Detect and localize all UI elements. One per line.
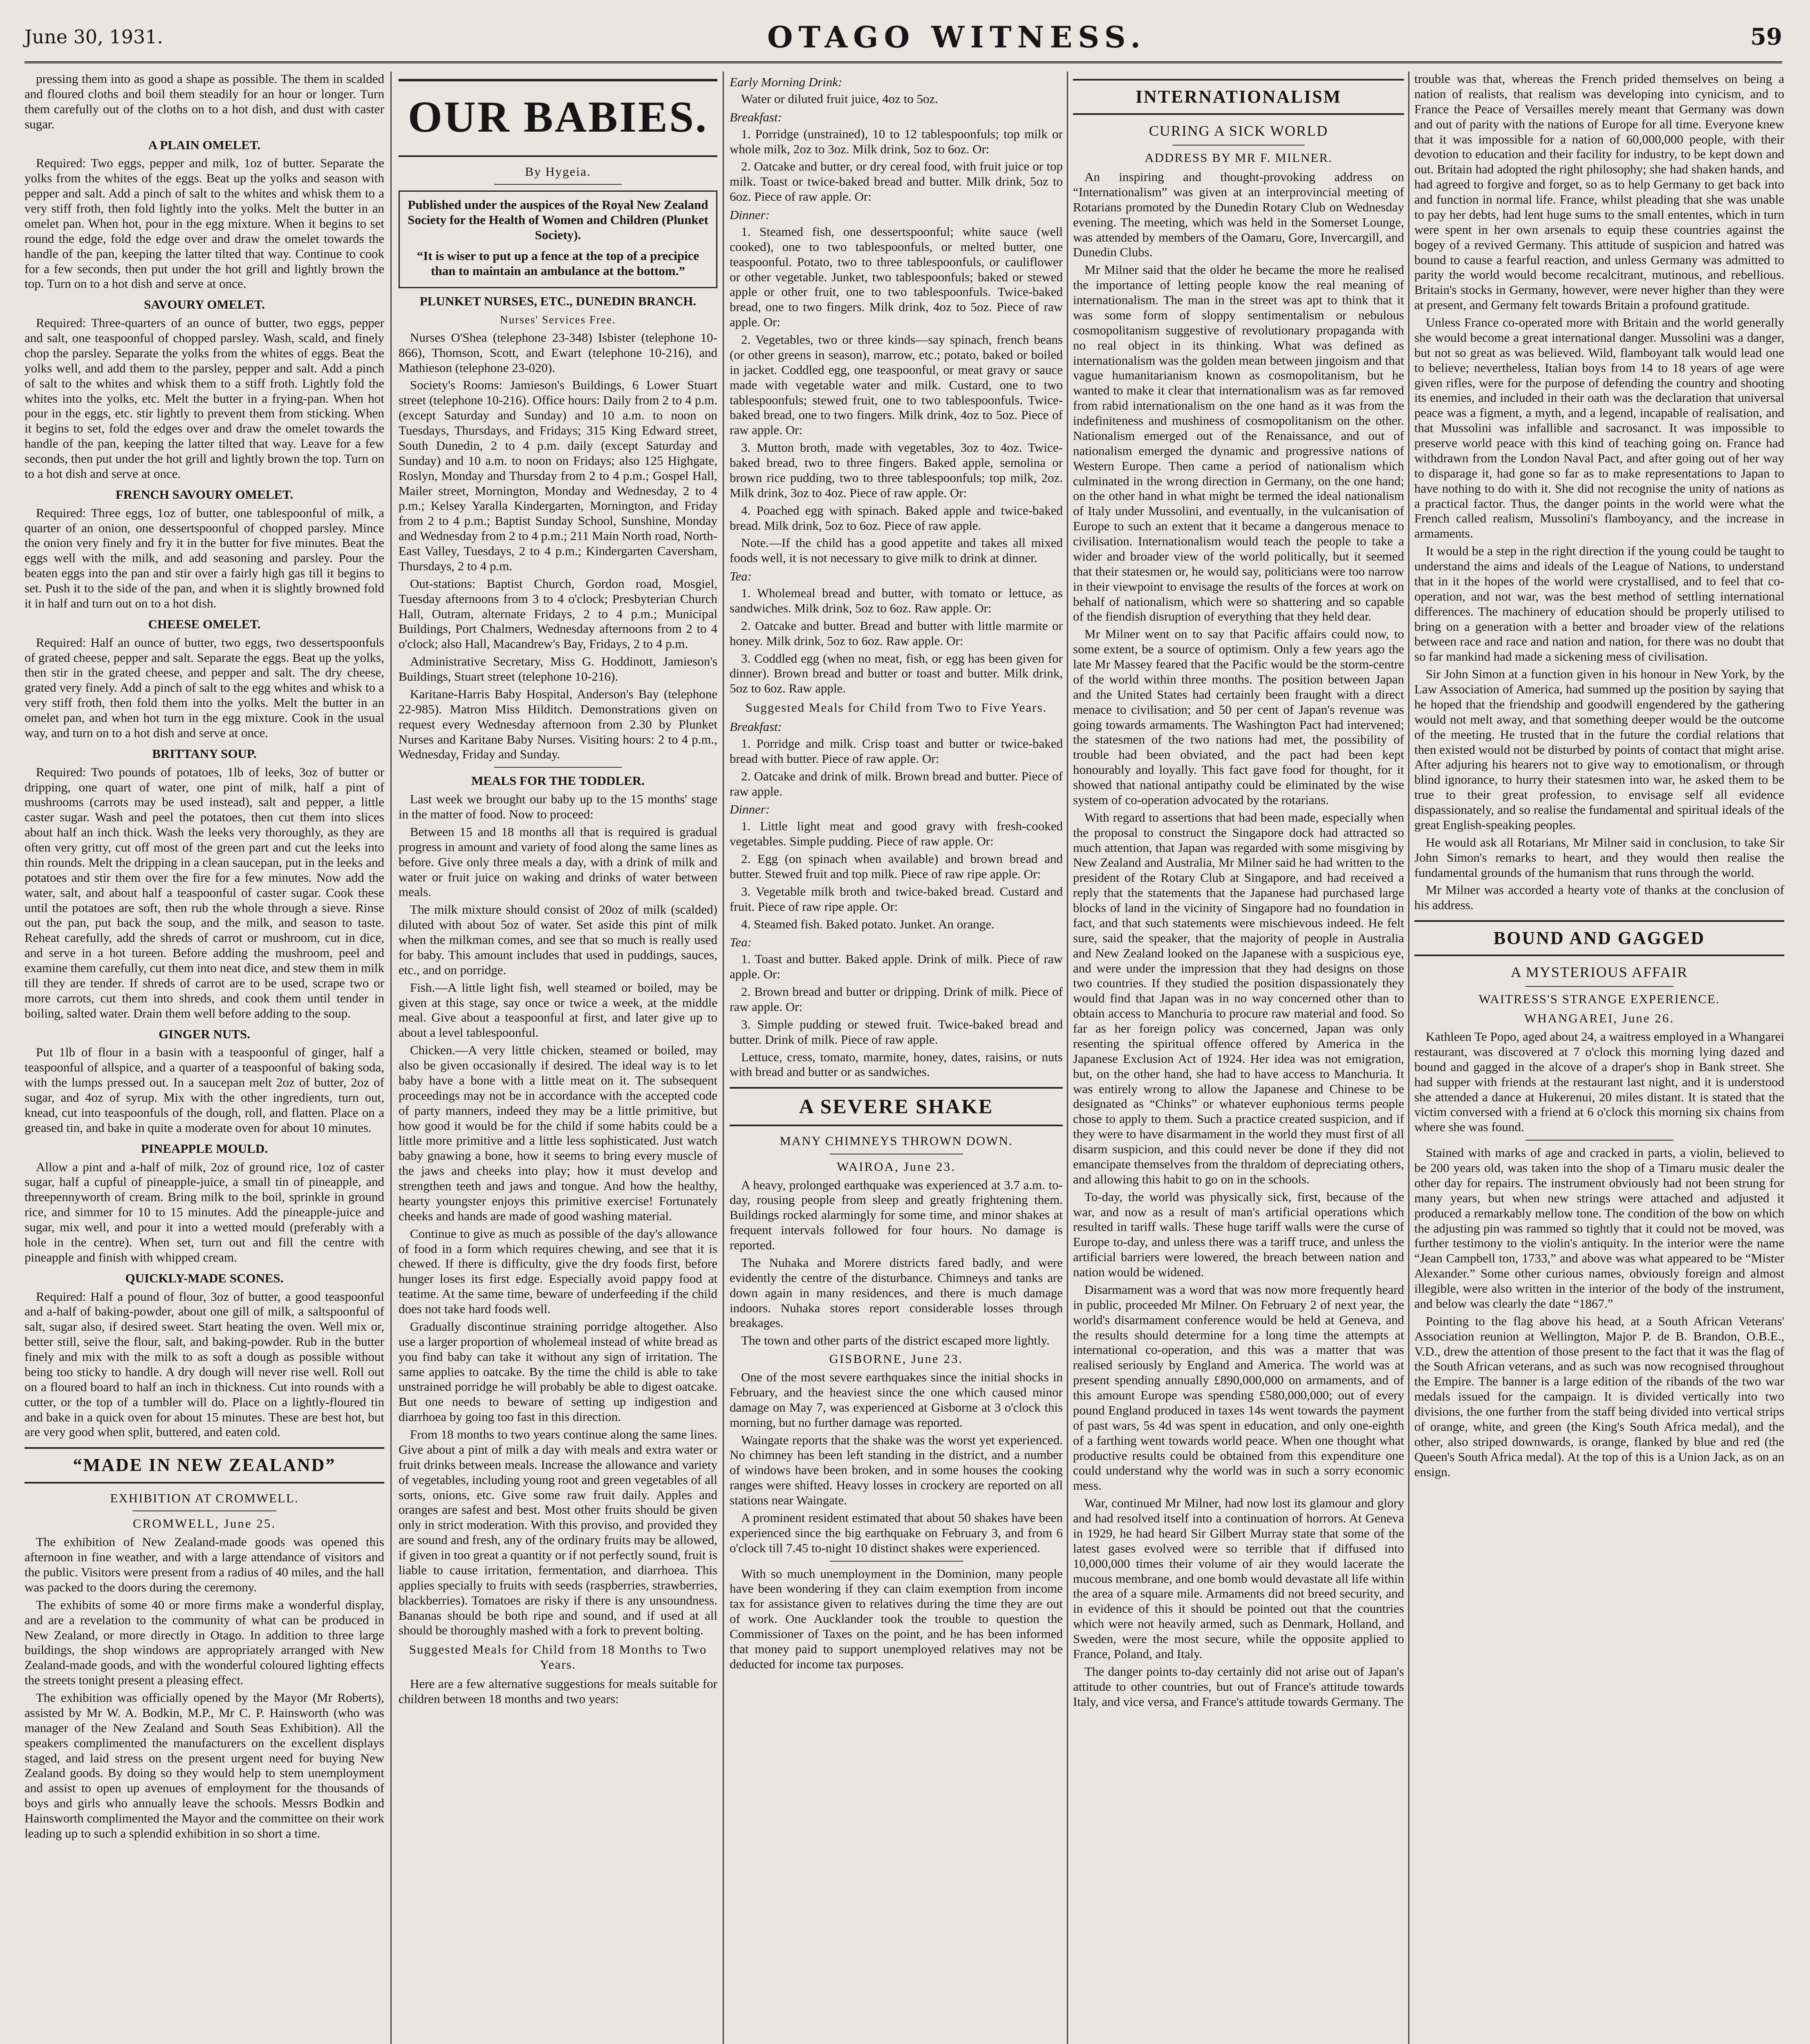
recipe-heading: CHEESE OMELET.: [148, 616, 261, 631]
article-headline: A SEVERE SHAKE: [799, 1095, 994, 1118]
section-title: OUR BABIES.: [408, 93, 708, 141]
article-headline: “MADE IN NEW ZEALAND”: [73, 1455, 336, 1475]
article-paragraph: The exhibition of New Zealand-made goods was opened this afternoon in fine weather, and with a large attendance of visitors and the public. Visitors were present from a radius of 40 miles, and the hall was packed to the doors during the ceremony.: [25, 1535, 384, 1594]
column-rule: [1408, 72, 1409, 2044]
divider: [494, 767, 622, 768]
meal-item: 4. Steamed fish. Baked potato. Junket. An orange.: [741, 917, 995, 931]
meal-label: Dinner:: [730, 802, 770, 817]
notice-quote: “It is wiser to put up a fence at the top of a precipice than to maintain an ambulance at the bottom.”: [417, 249, 699, 278]
divider: [1172, 145, 1305, 146]
meal-item: 3. Mutton broth, made with vegetables, 3oz to 4oz. Twice-baked bread, two to three fingers. Baked apple, semolina or brown rice pudding, two to three tablespoonfuls; top milk, 2oz. Milk drink, 3oz to 4oz. Piece of raw apple. Or:: [730, 440, 1063, 500]
recipe-heading: BRITTANY SOUP.: [152, 746, 257, 761]
article-paragraph: Sir John Simon at a function given in his honour in New York, by the Law Association of America, had summed up the position by saying that he hoped that the friendship and goodwill engendered by the gathering would not melt away, and that something deeper would be the outcome of the meeting. He trusted that in the future the cordial relations that then existed would not be disturbed by points of contact that might arise. After adjuring his hearers not to give way to emotionalism, or through blind ignorance, to hurry their statesmen into war, he asked them to be true to their great profession, to envisage self all evidence dispassionately, and so realise the fundamental and spiritual ideals of the great English-speaking peoples.: [1414, 667, 1784, 832]
meal-label: Breakfast:: [730, 719, 782, 734]
recipe-text: Allow a pint and a-half of milk, 2oz of ground rice, 1oz of caster sugar, half a cupful of pineapple-juice, a small tin of pineapple, and threepennyworth of cream. Bring milk to the boil, sprinkle in ground rice, and simmer for 10 to 15 minutes. Add the pineapple-juice and sugar, mix well, and pour it into a wetted mould (preferably with a hole in the centre). When set, turn out and fill the centre with pineapple and finish with whipped cream.: [25, 1159, 384, 1264]
article-paragraph: Fish.—A little light fish, well steamed or boiled, may be given at this stage, say once or twice a week, at the middle meal. Give about a teaspoonful at first, and later give up to about a level tablespoonful.: [399, 980, 717, 1040]
headline-box: [25, 1447, 384, 1483]
article-paragraph: Chicken.—A very little chicken, steamed or boiled, may also be given occasionally if desired. The ideal way is to let baby have a bone with a little meat on it. The subsequent proceedings may not be in accordance with the accepted code of party manners, indeed they may be a little primitive, but how good it would be for the child if some habits could be a little more primitive and a little less sophisticated. Just watch baby gnawing a bone, how it seems to bring every muscle of the jaws and cheeks into play; how it must develop and strengthen teeth and jaws and tongue. And how the healthy, hearty youngster enjoys this primitive exercise! Fortunately cheeks and hands are made of good washing material.: [399, 1043, 717, 1223]
meal-item: 3. Simple pudding or stewed fruit. Twice-baked bread and butter. Drink of milk. Piece of raw apple.: [730, 1017, 1063, 1047]
article-paragraph: Mr Milner went on to say that Pacific affairs could now, to some extent, be a source of optimism. Only a few years ago the late Mr Massey feared that the Pacific would be the storm-centre of the world within three months. The position between Japan and the United States had certainly been fraught with a direct menace to civilisation; and 50 per cent of Japan's revenue was going towards armaments. The Washington Pact had intervened; the statesmen of the two nations had met, the possibility of trouble had been obviated, and the pact had been kept honourably and loyally. This fact gave food for thought, for it showed that national antipathy could be eliminated by the wise system of co-operation advocated by the rotarians.: [1073, 627, 1404, 807]
meal-item: 2. Oatcake and butter, or dry cereal food, with fruit juice or top milk. Toast or twice-baked bread and butter. Milk drink, 5oz to 6oz. Piece of raw apple. Or:: [730, 159, 1063, 204]
divider: [494, 184, 622, 185]
meal-item: 1. Porridge and milk. Crisp toast and butter or twice-baked bread with butter. Piece of raw apple. Or:: [730, 736, 1063, 766]
recipe-heading: QUICKLY-MADE SCONES.: [125, 1271, 284, 1285]
recipe-text: Required: Three-quarters of an ounce of butter, two eggs, pepper and salt, one teaspoonful of chopped parsley. Wash, scald, and finely chop the parsley. Separate the yolks from the whites of eggs. Beat the yolks well, and add them to the parsley, pepper and salt. Add a pinch of salt to the whites and whisk them to a stiff froth. Lightly fold the whites into the yolks, etc. Melt the butter in a frying-pan. When hot pour in the eggs, etc. stir lightly to prevent them from sticking. When it begins to set, fold the edges over and draw the omelet towards the handle of the pan, keeping the latter tilted that way. Leave for a few seconds, then put under the hot grill and lightly brown the top. Turn on to a hot dish and serve at once.: [25, 316, 384, 481]
meal-item: Water or diluted fruit juice, 4oz to 5oz.: [741, 91, 939, 106]
dateline: GISBORNE, June 23.: [829, 1351, 963, 1366]
column-recipes: [25, 72, 384, 2044]
article-paragraph: One of the most severe earthquakes since the initial shocks in February, and the heaviest since the one which caused minor damage on May 7, was experienced at Gisborne at 3 o'clock this morning, but no further damage was reported.: [730, 1370, 1063, 1430]
article-paragraph: Kathleen Te Popo, aged about 24, a waitress employed in a Whangarei restaurant, was discovered at 7 o'clock this morning lying dazed and bound and gagged in the alcove of a draper's shop in Bank street. She had supper with friends at the restaurant last night, and it is understood she attended a dance at Hukerenui, 20 miles distant. It is stated that the victim conversed with a friend at 6 o'clock this morning six chains from where she was found.: [1414, 1029, 1784, 1134]
article-paragraph: Pointing to the flag above his head, at a South African Veterans' Association reunion at Wellington, Major P. de B. Brandon, O.B.E., V.D., drew the attention of those present to the fact that it was the flag of the South African veterans, and as such was now recognised throughout the Empire. The banner is a large edition of the ribands of the two war medals issued for the campaign. It is divided vertically into two divisions, the one further from the staff being divided into vertical strips of orange, white, and green (the King's South Africa medal), and the other, also striped downwards, is orange, flanked by blue and red (the Queen's South Africa medal). At the top of this is a Union Jack, as on an ensign.: [1414, 1313, 1784, 1479]
article-paragraph: The exhibition was officially opened by the Mayor (Mr Roberts), assisted by Mr W. A. Bodkin, M.P., Mr C. P. Hainsworth (who was manager of the New Zealand and South Seas Exhibition). All the speakers complimented the manufacturers on the excellent displays staged, and laid stress on the present urgent need for buying New Zealand goods. By doing so they would help to stem unemployment and assist to open up avenues of employment for the thousands of boys and girls who annually leave the schools. Messrs Bodkin and Hainsworth complimented the Mayor and the committee on their work leading up to such a splendid exhibition in so short a time.: [25, 1690, 384, 1840]
article-paragraph: Disarmament was a word that was now more frequently heard in public, proceeded Mr Milner. On February 2 of next year, the world's disarmament conference would be held at Geneva, and the results should determine for a long time the attempts at international co-operation, and this was a matter that was realised seriously by England and America. The world was at present spending annually £890,000,000 on armaments, and of this amount Europe was spending £580,000,000; out of every pound England produced in taxes 14s went towards the payment of past wars, 5s 4d was spent in education, and only one-eighth of a farthing went towards world peace. When one thought what productive results could be obtained from this expenditure one could understand why the world was in such a sorry economic mess.: [1073, 1282, 1404, 1493]
meal-label: Tea:: [730, 935, 752, 950]
article-paragraph: Nurses O'Shea (telephone 23-348) Isbister (telephone 10-866), Thomson, Scott, and Ewart (telephone 10-216), and Mathieson (telephone 23-020).: [399, 330, 717, 375]
recipe-heading: GINGER NUTS.: [159, 1026, 250, 1041]
issue-date: June 30, 1931.: [25, 26, 164, 48]
article-paragraph: A heavy, prolonged earthquake was experienced at 3.7 a.m. to-day, rousing people from sleep and greatly frightening them. Buildings rocked alarmingly for some time, and minor shakes at frequent intervals followed for four hours. No damage is reported.: [730, 1177, 1063, 1252]
article-paragraph: An inspiring and thought-provoking address on “Internationalism” was given at an interprovincial meeting of Rotarians promoted by the Dunedin Rotary Club on Wednesday evening. The meeting, which was held in the Somerset Lounge, was attended by members of the Oamaru, Gore, Invercargill, and Dunedin Clubs.: [1073, 170, 1404, 260]
recipe-text: Required: Three eggs, 1oz of butter, one tablespoonful of milk, a quarter of an onion, one dessertspoonful of chopped parsley. Mince the onion very finely and fry it in the butter for five minutes. Beat the eggs well with the milk, and add seasoning and parsley. Pour the beaten eggs into the pan and stir over a fairly high gas till it begins to set. Push it to the side of the pan, and when it is slightly browned fold it in half and turn out on to a hot dish.: [25, 505, 384, 610]
article-paragraph: Continue to give as much as possible of the day's allowance of food in a form which requires chewing, and see that it is chewed. If there is difficulty, give the dry foods first, before hunger loses its first edge. Especially avoid pappy food at teatime. At the same time, beware of underfeeding if the child does not take hard foods well.: [399, 1226, 717, 1316]
article-subheading: CURING A SICK WORLD: [1149, 123, 1328, 139]
recipe-heading: PINEAPPLE MOULD.: [141, 1141, 268, 1156]
meal-item: 2. Egg (on spinach when available) and brown bread and butter. Stewed fruit and top milk. Piece of raw ripe apple. Or:: [730, 852, 1063, 881]
section-subheading: Nurses' Services Free.: [500, 313, 616, 326]
article-paragraph: The milk mixture should consist of 20oz of milk (scalded) diluted with about 5oz of water. Set aside this pint of milk when the milkman comes, and see that so much is really used for baby. This amount includes that used in puddings, sauces, etc., and on porridge.: [399, 902, 717, 977]
meal-item: 4. Poached egg with spinach. Baked apple and twice-baked bread. Milk drink, 5oz to 6oz. Piece of raw apple.: [730, 503, 1063, 533]
article-paragraph: The Nuhaka and Morere districts fared badly, and were evidently the centre of the disturbance. Chimneys and tanks are down again in many residences, and there is much damage indoors. Nuhaka stores report considerable losses through breakages.: [730, 1255, 1063, 1330]
recipe-text: Required: Half a pound of flour, 3oz of butter, a good teaspoonful and a-half of baking-powder, about one gill of milk, a saltspoonful of salt, sugar also, if desired sweet. Start heating the oven. Well mix or, better still, seive the flour, salt, and baking-powder. Rub in the butter finely and mix with the milk to as soft a dough as possible without being too sticky to handle. A dry dough will never rise well. Roll out on a floured board to half an inch in thickness. Cut into rounds with a cutter, or the top of a tumbler will do. Place on a lightly-floured tin and bake in a quick oven for about 15 minutes. These are best hot, but are very good when split, buttered, and eaten cold.: [25, 1289, 384, 1439]
article-paragraph: pressing them into as good a shape as possible. The them in scalded and floured cloths and boil them steadily for an hour or longer. Turn them carefully out of the cloths on to a hot dish, and dust with caster sugar.: [25, 72, 384, 131]
recipe-text: Required: Two pounds of potatoes, 1lb of leeks, 3oz of butter or dripping, one quart of water, one pint of milk, half a pint of mushrooms (carrots may be used instead), salt and pepper, a little caster sugar. Wash and peel the potatoes, then cut them into slices about half an inch thick. Wash the leeks very thoroughly, as they are often very gritty, cut off most of the green part and cut the leeks into thin rounds. Melt the dripping in a clean saucepan, put in the leeks and potatoes and stir them over the fire for a few minutes. Now add the water, salt, and about half a teaspoonful of caster sugar. Cook these until the potatoes are soft, then rub the whole through a sieve. Rinse out the pan, put back the soup, and the milk, and season to taste. Reheat carefully, add the shreds of carrot or mushroom, cut in dice, and serve in a hot tureen. Before adding the mushroom, peel and examine them carefully, cut them into neat dice, and stew them in milk till they are tender. If shreds of carrot are to be used, scrape two or more carrots, cut them into shreds, and cook them until tender in boiling, salted water. Drain them well before adding to the soup.: [25, 764, 384, 1020]
headline-box: [399, 79, 717, 157]
section-subheading: Suggested Meals for Child from Two to Five Years.: [745, 700, 1047, 715]
headline-box: [730, 1087, 1063, 1126]
article-paragraph: Gradually discontinue straining porridge altogether. Also use a larger proportion of wholemeal instead of white bread as you find baby can take it without any sign of irritation. The same applies to oatcake. By the time the child is able to take unstrained porridge he will probably be able to digest oatcake. But one needs to beware of setting up indigestion and diarrhoea by going too fast in this direction.: [399, 1319, 717, 1424]
article-paragraph: With so much unemployment in the Dominion, many people have been wondering if they can claim exemption from income tax for assistance given to relatives during the time they are out of work. One Aucklander took the trouble to question the Commissioner of Taxes on the point, and he has been informed that money paid to support unemployed relatives may not be deducted for income tax purposes.: [730, 1566, 1063, 1671]
divider: [1526, 986, 1673, 987]
article-paragraph: He would ask all Rotarians, Mr Milner said in conclusion, to take Sir John Simon's remarks to heart, and they would then realise the fundamental grounds of the humanism that runs through the world.: [1414, 835, 1784, 880]
headline-box: [1414, 920, 1784, 956]
section-subheading: Suggested Meals for Child from 18 Months to Two Years.: [409, 1642, 707, 1672]
society-notice: [399, 191, 717, 288]
page-number: 59: [1750, 23, 1782, 50]
article-paragraph: Last week we brought our baby up to the 15 months' stage in the matter of food. Now to proceed:: [399, 792, 717, 822]
column-rule: [723, 72, 724, 2044]
meal-note: Note.—If the child has a good appetite and takes all mixed foods well, it is not necessary to give milk to drink at dinner.: [730, 536, 1063, 565]
article-subheading: WAITRESS'S STRANGE EXPERIENCE.: [1478, 992, 1720, 1006]
article-paragraph: Society's Rooms: Jamieson's Buildings, 6 Lower Stuart street (telephone 10-216). Office hours: Daily from 2 to 4 p.m. (except Saturday and Sunday) and 10 a.m. to noon on Tuesdays, Thursdays, and Fridays; 315 King Edward street, South Dunedin, 2 to 4 p.m. daily (except Saturday and Sunday) and 10 a.m. to noon on Fridays; also 125 Highgate, Roslyn, Monday and Thursday from 2 to 4 p.m.; Gospel Hall, Mailer street, Mornington, Monday and Wednesday, 2 to 4 p.m.; Kelsey Yaralla Kindergarten, Mornington, and Friday from 2 to 4 p.m.; Baptist Sunday School, Sunshine, Monday and Wednesday from 2 to 4 p.m.; 211 Main North road, North-East Valley, Tuesdays, 2 to 4 p.m.; Kindergarten Caversham, Thursdays, 2 to 4 p.m.: [399, 378, 717, 573]
meal-label: Tea:: [730, 569, 752, 584]
dateline: CROMWELL, June 25.: [132, 1516, 276, 1531]
article-paragraph: The town and other parts of the district escaped more lightly.: [741, 1333, 1050, 1348]
column-continued: [1414, 72, 1784, 2044]
article-paragraph: A prominent resident estimated that about 50 shakes have been experienced since the big earthquake on February 3, and from 6 o'clock till 7.45 to-night 10 distinct shakes were experienced.: [730, 1510, 1063, 1555]
meal-item: 2. Brown bread and butter or dripping. Drink of milk. Piece of raw apple. Or:: [730, 984, 1063, 1014]
column-meal-plans: [730, 72, 1063, 2044]
column-our-babies: [399, 72, 717, 2044]
dateline: WAIROA, June 23.: [837, 1159, 956, 1174]
recipe-text: Put 1lb of flour in a basin with a teaspoonful of ginger, half a teaspoonful of allspice, and a quarter of a teaspoonful of baking soda, with the lumps pressed out. In a saucepan melt 2oz of butter, 2oz of sugar, and 4oz of syrup. Mix with the other ingredients, turn out, knead, cut into teaspoonfuls of the dough, roll, and flatten. Place on a greased tin, and bake in quite a moderate oven for about 10 minutes.: [25, 1045, 384, 1135]
article-paragraph: The danger points to-day certainly did not arise out of Japan's attitude to other countries, but out of France's attitude towards Italy, and vice versa, and France's attitude towards Germany. The: [1073, 1664, 1404, 1709]
article-paragraph: Between 15 and 18 months all that is required is gradual progress in amount and variety of food along the same lines as before. Give only three meals a day, with a drink of milk and water or fruit juice on waking and drinks of water between meals.: [399, 824, 717, 899]
meal-item: 1. Wholemeal bread and butter, with tomato or lettuce, as sandwiches. Milk drink, 5oz to 6oz. Raw apple. Or:: [730, 586, 1063, 615]
article-paragraph: Stained with marks of age and cracked in parts, a violin, believed to be 200 years old, was taken into the shop of a Timaru music dealer the other day for repairs. The instrument obviously had not been strung for many years, but when new strings were attached and adjusted it produced a remarkably mellow tone. The condition of the bow on which the adjusting pin was rammed so tightly that it could not be moved, was further testimony to the violin's antiquity. In the interior were the name “Jean Campbell ton, 1733,” and above was what appeared to be “Mister Alexander.” Some other curious names, obviously foreign and almost illegible, were also written in the interior of the body of the instrument, and below was clearly the date “1867.”: [1414, 1145, 1784, 1311]
headline-box: [1073, 79, 1404, 115]
meal-item: 1. Steamed fish, one dessertspoonful; white sauce (well cooked), one to two tablespoonfuls, or melted butter, one teaspoonful. Potato, two to three tablespoonfuls, or cauliflower or other vegetable. Junket, two tablespoonfuls; baked or stewed apple or other fruit, one to two tablespoonfuls. Twice-baked bread, one to two fingers. Milk drink, 4oz to 5oz. Piece of raw apple. Or:: [730, 224, 1063, 329]
article-paragraph: trouble was that, whereas the French prided themselves on being a nation of realists, that realism was developing into cynicism, and to France the Peace of Versailles merely meant that Germany was down and out of parity with the nations of Europe for all time. Everyone knew that it was impossible for a nation of 60,000,000 people, with their devotion to education and their facility for industry, to be kept down and out. Britain had adopted the right philosophy; she had shaken hands, and had agreed to forgive and forget, so as to help Germany to get back into and function in normal life. France, whilst pleading that she was unable to pay her debts, had lent huge sums to the small ententes, which in turn were spent in her own arsenals to equip these countries against the bogey of a revived Germany. This attitude of suspicion and hatred was bound to cause a fearful reaction, and unless Germany was admitted to parity the world would become recalcitrant, mutinous, and rebellious. Britain's stocks in Germany, however, were never higher than they were at present, and Germany felt towards Britain a profound gratitude.: [1414, 72, 1784, 312]
meal-item: 2. Oatcake and drink of milk. Brown bread and butter. Piece of raw apple.: [730, 769, 1063, 798]
byline: By Hygeia.: [525, 164, 591, 179]
divider: [830, 1561, 963, 1562]
recipe-heading: SAVOURY OMELET.: [144, 297, 265, 312]
article-paragraph: The exhibits of some 40 or more firms make a wonderful display, and are a revelation to the community of what can be produced in New Zealand, or more directly in Otago. In addition to three large buildings, the shop windows are appropriately arranged with New Zealand-made goods, and with the wonderful coloured lighting effects the streets tonight present a pleasing effect.: [25, 1597, 384, 1688]
recipe-heading: FRENCH SAVOURY OMELET.: [115, 487, 293, 502]
meal-item: 1. Porridge (unstrained), 10 to 12 tablespoonfuls; top milk or whole milk, 2oz to 3oz. Milk drink, 5oz to 6oz. Or:: [730, 126, 1063, 156]
meal-item: 2. Oatcake and butter. Bread and butter with little marmite or honey. Milk drink, 5oz to 6oz. Raw apple. Or:: [730, 618, 1063, 648]
article-paragraph: Here are a few alternative suggestions for meals suitable for children between 18 months and two years:: [399, 1676, 717, 1706]
meal-label: Dinner:: [730, 208, 770, 222]
article-subheading: ADDRESS BY MR F. MILNER.: [1145, 150, 1333, 165]
article-paragraph: With regard to assertions that had been made, especially when the proposal to construct the Singapore dock had attracted so much attention, that Japan was regarded with some misgiving by New Zealand and Australia, Mr Milner said he had written to the president of the Rotary Club at Singapore, and had received a reply that the statements that the Japanese had purchased large blocks of land in the vicinity of Singapore had no foundation in fact, and that such statements were mischievous indeed. He felt sure, said the speaker, that the majority of people in Australia and New Zealand looked on the Japanese with a suspicious eye, and were under the impression that they had designs on those two countries. If they studied the position dispassionately they would find that Japan was in no way concerned other than to obtain access to Manchuria to procure raw material and food. So far as her foreign policy was concerned, Japan was only resenting the spiritual offence offered by America in the Japanese Exclusion Act of 1924. Her idea was not emigration, but, on the other hand, she had to have access to Manchuria. It was entirely wrong to allow the Japanese and Chinese to be designated as “Chinks” or whatever euphonious terms people chose to apply to them. Such a practice created suspicion, and if they were to have disarmament in the world they must first of all disarm suspicion, and this could never be done if they did not emancipate themselves from the thraldom of depreciating others, and allowing this habit to go on in the schools.: [1073, 810, 1404, 1186]
meal-item: 3. Vegetable milk broth and twice-baked bread. Custard and fruit. Piece of raw ripe apple. Or:: [730, 884, 1063, 914]
recipe-text: Required: Half an ounce of butter, two eggs, two dessertspoonfuls of grated cheese, pepper and salt. Separate the eggs. Beat up the yolks, then stir in the grated cheese, and pepper and salt. The dry cheese, grated very finely. Add a pinch of salt to the egg whites and whisk to a very stiff froth, then fold them into the yolks. Melt the butter in an omelet pan, and when hot turn in the egg mixture. Cook in the usual way, and turn on to a hot dish and serve at once.: [25, 635, 384, 740]
article-paragraph: Mr Milner said that the older he became the more he realised the importance of letting people know the real meaning of internationalism. The man in the street was apt to think that it was some form of sloppy sentimentalism or nebulous cosmopolitanism suggestive of revolutionary propaganda with no real object in its thinking. What was defined as internationalism was the golden mean between jingoism and that vague humanitarianism known as cosmopolitanism, but he wanted to make it clear that internationalism was as far removed from rabid internationalism on the one hand as it was from the indefiniteness and mushiness of cosmopolitanism on the other. Nationalism emerged out of the Renaissance, and out of nationalism emerged the dynamic and progressive nations of Western Europe. Then came a period of nationalism which culminated in the wrong direction in Germany, on the one hand; on the other hand in what might be termed the ideal nationalism of Italy under Mussolini, and eventually, in the vulcanisation of Europe to such an extent that it became a dangerous menace to civilisation. Internationalism would teach the people to take a wider and broader view of the world politically, but it seemed that their statesmen or, he would say, politicians were too narrow in their viewpoint to envisage the results of the forces at work on behalf of nationalism, which were so shattering and so capable of the fiendish disruption of everything that they held dear.: [1073, 262, 1404, 624]
article-headline: BOUND AND GAGGED: [1493, 928, 1705, 948]
article-paragraph: To-day, the world was physically sick, first, because of the war, and now as a result of man's artificial operations which resulted in tariff walls. These huge tariff walls were the curse of Europe to-day, and unless there was a tariff truce, and unless the artificial barriers were lowered, the breach between nation and nation would be widened.: [1073, 1189, 1404, 1280]
article-paragraph: From 18 months to two years continue along the same lines. Give about a pint of milk a day with meals and extra water or fruit drinks between meals. Increase the allowance and variety of vegetables, including young root and green vegetables of all sorts, onions, etc. Give some raw fruit daily. Apples and oranges are safest and best. Most other fruits should be given only in strict moderation. With this proviso, and provided they are sound and fresh, any of the ordinary fruits may be allowed, if given in too great a quantity or if not perfectly sound, fruit is liable to cause irritation, fermentation, and diarrhoea. This applies specially to fruits with seeds (raspberries, strawberries, blackberries). Tomatoes are risky if there is any unsoundness. Bananas should be both ripe and sound, and if used at all should be thoroughly mashed with a fork to prevent bolting.: [399, 1427, 717, 1638]
meal-label: Breakfast:: [730, 110, 782, 124]
meal-note: Lettuce, cress, tomato, marmite, honey, dates, raisins, or nuts with bread and butter or as sandwiches.: [730, 1049, 1063, 1079]
article-subheading: A MYSTERIOUS AFFAIR: [1510, 964, 1688, 981]
notice-text: Published under the auspices of the Royal New Zealand Society for the Health of Women and Children (Plunket Society).: [408, 197, 708, 242]
article-paragraph: Waingate reports that the shake was the worst yet experienced. No chimney has been left standing in the district, and a number of windows have been broken, and in some houses the cooking ranges were shifted. Heavy losses in crockery are reported on all stations near Waingate.: [730, 1432, 1063, 1507]
divider: [1526, 1140, 1673, 1141]
meal-item: 1. Little light meat and good gravy with fresh-cooked vegetables. Simple pudding. Piece of raw apple. Or:: [730, 819, 1063, 849]
meal-item: 3. Coddled egg (when no meat, fish, or egg has been given for dinner). Brown bread and butter or toast and butter. Milk drink, 5oz to 6oz. Raw apple.: [730, 651, 1063, 696]
section-heading: MEALS FOR THE TODDLER.: [471, 773, 645, 788]
article-paragraph: War, continued Mr Milner, had now lost its glamour and glory and had resolved itself into a continuation of horrors. At Geneva in 1929, he had heard Sir Gilbert Murray state that some of the latest gases evolved were so terrible that if diffused into 10,000,000 times their volume of air they would lacerate the mucous membrane, and one bomb would devastate all life within the area of a square mile. Armaments did not breed security, and in evidence of this it should be pointed out that the countries which were not heavily armed, such as Denmark, Holland, and Sweden, were the most secure, while the opposite applied to France, Poland, and Italy.: [1073, 1496, 1404, 1661]
meal-label: Early Morning Drink:: [730, 75, 842, 89]
article-headline: INTERNATIONALISM: [1135, 87, 1342, 107]
article-paragraph: Administrative Secretary, Miss G. Hoddinott, Jamieson's Buildings, Stuart street (telephone 10-216).: [399, 654, 717, 684]
article-paragraph: Out-stations: Baptist Church, Gordon road, Mosgiel, Tuesday afternoons from 3 to 4 o'clock; Presbyterian Church Hall, Outram, alternate Fridays, 2 to 4 p.m.; Municipal Buildings, Port Chalmers, Wednesday afternoons from 2 to 4 o'clock; also Hall, Macandrew's Bay, Fridays, 2 to 4 p.m.: [399, 576, 717, 651]
meal-item: 1. Toast and butter. Baked apple. Drink of milk. Piece of raw apple. Or:: [730, 952, 1063, 982]
article-paragraph: Karitane-Harris Baby Hospital, Anderson's Bay (telephone 22-985). Matron Miss Hilditch. Demonstrations given on request every Wednesday afternoon from 2.30 by Plunket Nurses and Karitane Baby Nurses. Visiting hours: 2 to 4 p.m., Wednesday, Friday and Sunday.: [399, 686, 717, 762]
dateline: WHANGAREI, June 26.: [1524, 1011, 1674, 1026]
article-paragraph: It would be a step in the right direction if the young could be taught to understand the aims and ideals of the League of Nations, to understand that in it the hopes of the world were crystallised, and to feel that co-operation, and not war, was the best method of settling international differences. The machinery of education should be properly utilised to bring on a generation with a better and broader view of the relations between race and race and nation and nation, for there was no doubt that so far mankind had made a sickening mess of civilisation.: [1414, 544, 1784, 664]
column-rule: [390, 72, 392, 2044]
recipe-text: Required: Two eggs, pepper and milk, 1oz of butter. Separate the yolks from the whites of the eggs. Beat up the yolks and season with pepper and salt. Add a pinch of salt to the whites and whisk them to a very stiff froth, then fold lightly into the yolks. Melt the butter in an omelet pan. When hot, pour in the egg mixture. When it begins to set round the edge, fold the edge over and draw the omelet towards the handle of the pan, keeping the latter tilted that way. Continue to cook for a few seconds, then put under the hot grill and lightly brown the top. Turn on to a hot dish and serve at once.: [25, 156, 384, 291]
column-internationalism: [1073, 72, 1404, 2044]
column-rule: [1067, 72, 1068, 2044]
section-heading: PLUNKET NURSES, ETC., DUNEDIN BRANCH.: [419, 294, 697, 308]
meal-item: 2. Vegetables, two or three kinds—say spinach, french beans (or other greens in season), marrow, etc.; potato, baked or boiled in jacket. Coddled egg, one teaspoonful, or meat gravy or sauce made with vegetable water and milk. Custard, one to two tablespoonfuls; stewed fruit, one to two tablespoonfuls. Twice-baked bread, one to two fingers. Milk drink, 4oz to 5oz. Piece of raw apple. Or:: [730, 332, 1063, 437]
newspaper-title: OTAGO WITNESS.: [767, 19, 1147, 54]
article-subheading: MANY CHIMNEYS THROWN DOWN.: [780, 1133, 1013, 1148]
article-subheading: EXHIBITION AT CROMWELL.: [110, 1490, 299, 1505]
recipe-heading: A PLAIN OMELET.: [148, 137, 261, 152]
article-paragraph: Mr Milner was accorded a hearty vote of thanks at the conclusion of his address.: [1414, 883, 1784, 912]
article-paragraph: Unless France co-operated more with Britain and the world generally she would become a great international danger. Mussolini was a danger, but not so great as was believed. Wild, flamboyant talk would lead one to believe; nevertheless, Italian boys from 14 to 18 years of age were given rifles, were for the purpose of defending the country and shooting its enemies, and included in their oath was the declaration that universal peace was a figment, a myth, and a legend, incapable of realisation, and that Mussolini was infallible and sacrosanct. It was impossible to preserve world peace with this kind of teaching going on. France had withdrawn from the London Naval Pact, and after going out of her way to disparage it, had gone so far as to make representations to Japan to have nothing to do with it. She did not recognise the unity of nations as a practical factor. Thus, the danger points in the world were what the French called realism, Mussolini's flamboyancy, and the increase in armaments.: [1414, 315, 1784, 541]
masthead: [25, 12, 1782, 63]
